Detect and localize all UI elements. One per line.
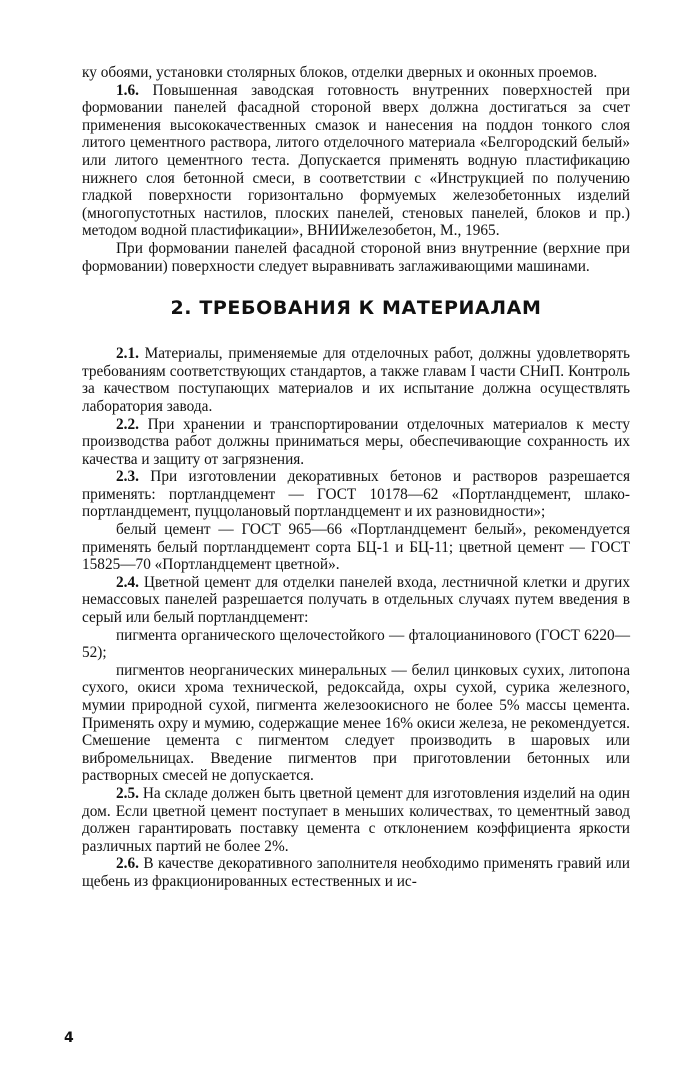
paragraph-1-6-b: При формовании панелей фасадной стороной вниз внутренние (верхние при формовании) поверхности следует выравнивать заглаживающими машинами. (82, 239, 630, 275)
clause-number-2-5: 2.5. (116, 784, 139, 802)
clause-number-2-6: 2.6. (116, 855, 139, 873)
clause-number-1-6: 1.6. (116, 81, 139, 99)
paragraph-continuation: ку обоями, установки столярных блоков, отделки дверных и оконных проемов. (82, 64, 598, 81)
page-number: 4 (64, 1030, 74, 1046)
clause-text-2-6: В качестве декоративного заполнителя необходимо применять гравий или щебень из фракционированных естественных и ис- (82, 855, 630, 890)
clause-number-2-4: 2.4. (116, 573, 139, 591)
document-page (82, 64, 630, 891)
paragraph-2-5 (82, 785, 630, 855)
clause-text-2-3: При изготовлении декоративных бетонов и растворов разрешается применять: портландцемент — ГОСТ 10178—62 «Портландцемент, шлако-портландцемент, пуццолановый портландцемент и их разновидности»; (82, 468, 630, 521)
paragraph-2-3-b: белый цемент — ГОСТ 965—66 «Портландцемент белый», рекомендуется применять белый портландцемент сорта БЦ-1 и БЦ-11; цветной цемент — ГОСТ 15825—70 «Портландцемент цветной». (82, 521, 630, 574)
clause-text-2-2: При хранении и транспортировании отделочных материалов к месту производства работ должны приниматься меры, обеспечивающие сохранность их качества и защиту от загрязнения. (82, 415, 630, 468)
paragraph-2-4 (82, 574, 630, 627)
clause-text-2-5: На складе должен быть цветной цемент для изготовления изделий на один дом. Если цветной цемент поступает в меньших количествах, то цементный завод должен гарантировать поставку цемента с отклонением коэффициента яркости различных партий не более 2%. (82, 784, 630, 855)
clause-number-2-3: 2.3. (116, 468, 139, 486)
clause-text-2-1: Материалы, применяемые для отделочных работ, должны удовлетворять требованиям соответствующих стандартов, а также главам I части СНиП. Контроль за качеством поступающих материалов и их испытание должна осуществлять лаборатория завода. (82, 345, 630, 415)
paragraph-1-6 (82, 82, 630, 240)
paragraph-2-6 (82, 855, 630, 890)
paragraph-2-4-b: пигмента органического щелочестойкого — фталоцианинового (ГОСТ 6220—52); (82, 626, 630, 662)
clause-number-2-1: 2.1. (116, 345, 139, 363)
paragraph-2-4-c: пигментов неорганических минеральных — белил цинковых сухих, литопона сухого, окиси хрома технической, редокcайда, охры сухой, сурика железного, мумии природной сухой, пигмента железоокисного не более 5% массы цемента. Применять охру и мумию, содержащие менее 16% окиси железа, не рекомендуется. Смешение цемента с пигментом следует производить в шаровых или вибромельницах. Введение пигментов при приготовлении бетонных или растворных смесей не допускается. (82, 661, 630, 785)
clause-number-2-2: 2.2. (116, 415, 139, 433)
clause-text-1-6: Повышенная заводская готовность внутренних поверхностей при формовании панелей фасадной стороной вверх должна достигаться за счет применения высококачественных смазок и нанесения на поддон тонкого слоя литого цементного раствора, литого отделочного материала «Белгородский белый» или литого цементного теста. Допускается применять водную пластификацию нижнего слоя бетонной смеси, в соответствии с «Инструкцией по получению гладкой поверхности горизонтально формуемых железобетонных изделий (многопустотных настилов, плоских панелей, стеновых панелей, блоков и пр.) методом водной пластификации», ВНИИжелезобетон, М., 1965. (82, 81, 630, 240)
paragraph-2-3 (82, 468, 630, 521)
section-title: 2. ТРЕБОВАНИЯ К МАТЕРИАЛАМ (170, 297, 542, 320)
clause-text-2-4: Цветной цемент для отделки панелей входа, лестничной клетки и других немассовых панелей разрешается получать в отдельных случаях путем введения в серый или белый портландцемент: (82, 573, 630, 627)
paragraph-2-2 (82, 416, 630, 469)
paragraph-2-1 (82, 345, 630, 415)
